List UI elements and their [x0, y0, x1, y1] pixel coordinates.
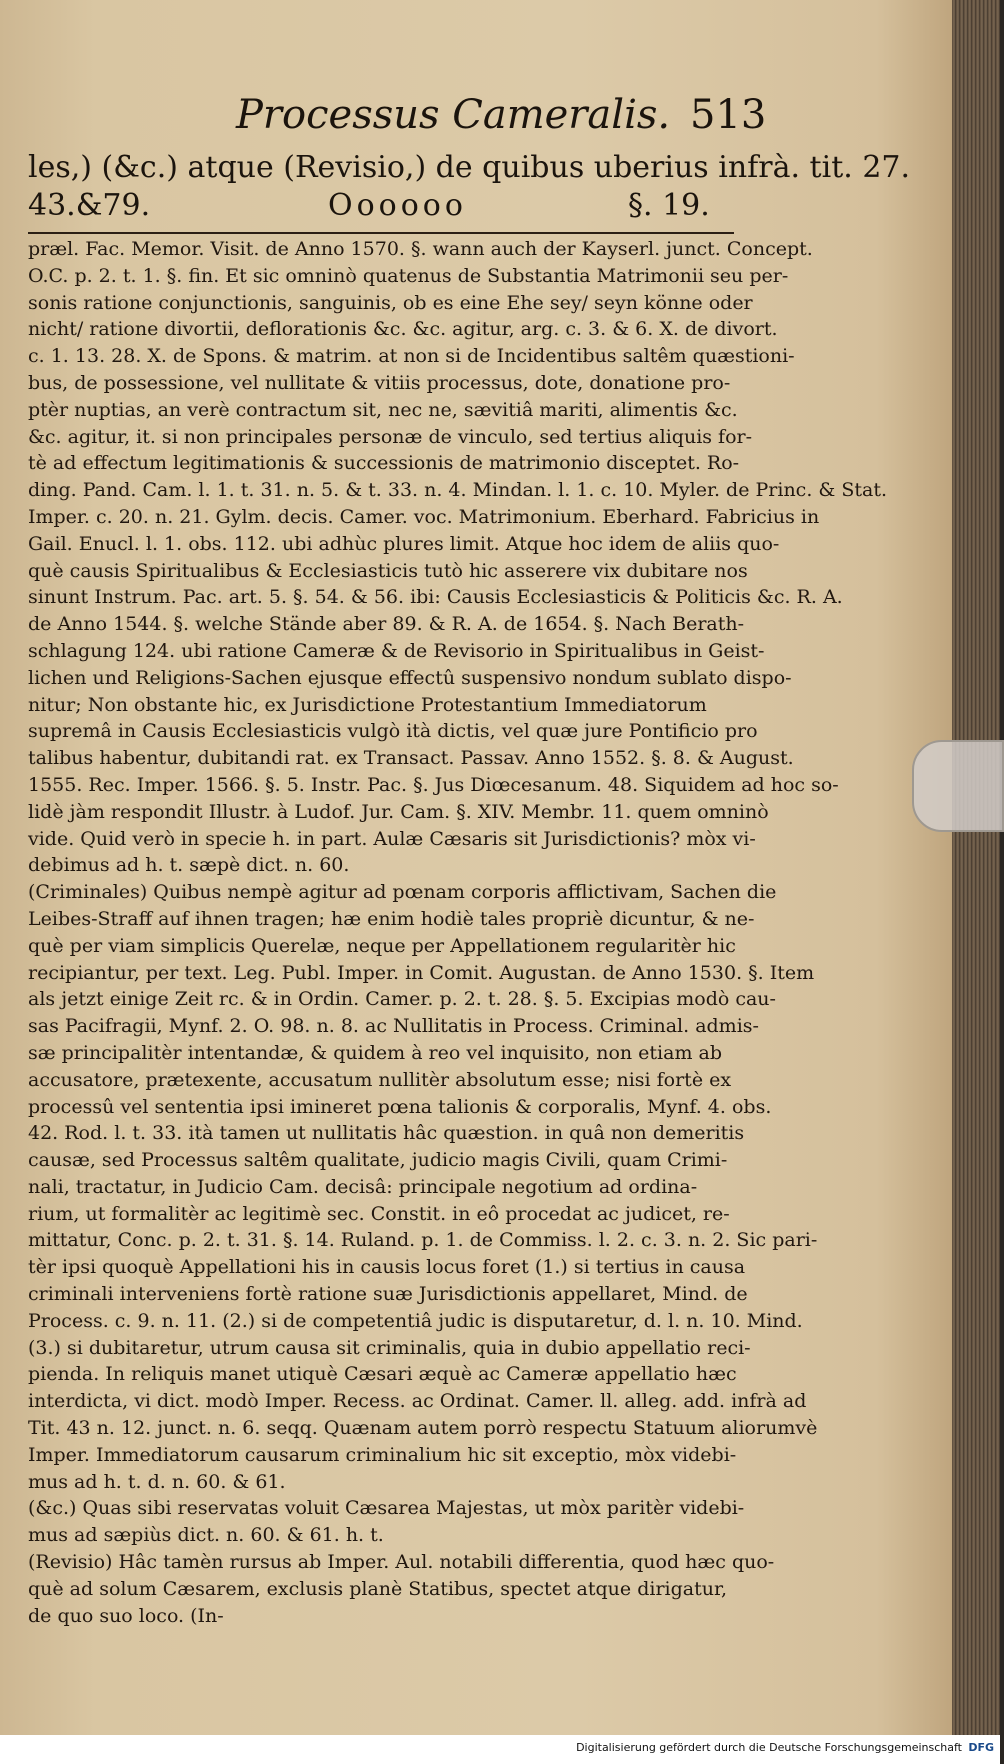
- signature-mark: Oooooo: [328, 188, 467, 223]
- header-rule: [28, 232, 734, 234]
- text-line: lidè jàm respondit Illustr. à Ludof. Jur. Cam. §. XIV. Membr. 11. quem omninò: [28, 800, 769, 823]
- text-line: de Anno 1544. §. welche Stände aber 89. & R. A. de 1654. §. Nach Berath-: [28, 613, 745, 636]
- dfg-logo: DFG: [968, 1741, 994, 1754]
- text-line: c. 1. 13. 28. X. de Spons. & matrim. at non si de Incidentibus saltêm quæstioni-: [28, 345, 795, 368]
- text-line: tèr ipsi quoquè Appellationi his in causis locus foret (1.) si tertius in causa: [28, 1256, 746, 1279]
- text-line: nali, tractatur, in Judicio Cam. decisâ: principale negotium ad ordina-: [28, 1175, 698, 1198]
- text-line: (3.) si dubitaretur, utrum causa sit criminalis, quia in dubio appellatio reci-: [28, 1336, 751, 1359]
- text-line: talibus habentur, dubitandi rat. ex Transact. Passav. Anno 1552. §. 8. & August.: [28, 747, 794, 770]
- text-line: (&c.) Quas sibi reservatas voluit Cæsarea Majestas, ut mòx paritèr videbi-: [28, 1497, 745, 1520]
- text-line: de quo suo loco. (In-: [28, 1604, 224, 1627]
- text-line: debimus ad h. t. sæpè dict. n. 60.: [28, 854, 350, 877]
- text-line: tè ad effectum legitimationis & successionis de matrimonio disceptet. Ro-: [28, 452, 740, 475]
- text-line: mus ad sæpiùs dict. n. 60. & 61. h. t.: [28, 1524, 384, 1547]
- text-line: què per viam simplicis Querelæ, neque per Appellationem regularitèr hic: [28, 934, 736, 957]
- text-line: mus ad h. t. d. n. 60. & 61.: [28, 1470, 286, 1493]
- text-line: (Revisio) Hâc tamèn rursus ab Imper. Aul. notabili differentia, quod hæc quo-: [28, 1551, 775, 1574]
- text-line: 1555. Rec. Imper. 1566. §. 5. Instr. Pac. §. Jus Diœcesanum. 48. Siquidem ad hoc so-: [28, 773, 839, 796]
- text-line: causæ, sed Processus saltêm qualitate, judicio magis Civili, quam Crimi-: [28, 1149, 728, 1172]
- text-line: recipiantur, per text. Leg. Publ. Imper. in Comit. Augustan. de Anno 1530. §. Item: [28, 961, 815, 984]
- text-line: Imper. Immediatorum causarum criminalium hic sit exceptio, mòx videbi-: [28, 1443, 737, 1466]
- text-line: sæ principalitèr intentandæ, & quidem à reo vel inquisito, non etiam ab: [28, 1041, 723, 1064]
- text-line: Leibes-Straff auf ihnen tragen; hæ enim hodiè tales propriè dicuntur, & ne-: [28, 907, 755, 930]
- footer-bar: [0, 1735, 1000, 1764]
- text-line: mittatur, Conc. p. 2. t. 31. §. 14. Ruland. p. 1. de Commiss. l. 2. c. 3. n. 2. Sic pari-: [28, 1229, 818, 1252]
- text-line: accusatore, prætexente, accusatum nullitèr absolutum esse; nisi fortè ex: [28, 1068, 732, 1091]
- text-line: rium, ut formalitèr ac legitimè sec. Constit. in eô procedat ac judicet, re-: [28, 1202, 730, 1225]
- text-line: què ad solum Cæsarem, exclusis planè Statibus, spectet atque dirigatur,: [28, 1577, 728, 1600]
- running-title: Processus Cameralis.: [236, 92, 671, 138]
- text-line: Gail. Enucl. l. 1. obs. 112. ubi adhùc plures limit. Atque hoc idem de aliis quo-: [28, 532, 780, 555]
- text-line: interdicta, vi dict. modò Imper. Recess. ac Ordinat. Camer. ll. alleg. add. infrà ad: [28, 1390, 807, 1413]
- text-line: vide. Quid verò in specie h. in part. Aulæ Cæsaris sit Jurisdictionis? mòx vi-: [28, 827, 756, 850]
- text-line: bus, de possessione, vel nullitate & vitiis processus, dote, donatione pro-: [28, 371, 731, 394]
- body-text: [28, 236, 888, 1627]
- text-line: &c. agitur, it. si non principales personæ de vinculo, sed tertius aliquis for-: [28, 425, 753, 448]
- section-mark: §. 19.: [628, 188, 710, 223]
- text-line: pienda. In reliquis manet utiquè Cæsari æquè ac Cameræ appellatio hæc: [28, 1363, 737, 1386]
- text-line: Process. c. 9. n. 11. (2.) si de competentiâ judic is disputaretur, d. l. n. 10. Mind.: [28, 1309, 803, 1332]
- footer-credit: Digitalisierung gefördert durch die Deutsche Forschungsgemeinschaft: [576, 1741, 962, 1754]
- text-line: Imper. c. 20. n. 21. Gylm. decis. Camer. voc. Matrimonium. Eberhard. Fabricius in: [28, 505, 820, 528]
- text-line: sinunt Instrum. Pac. art. 5. §. 54. & 56. ibi: Causis Ecclesiasticis & Politicis &c. R. A.: [28, 586, 843, 609]
- text-line: præl. Fac. Memor. Visit. de Anno 1570. §. wann auch der Kayserl. junct. Concept.: [28, 238, 813, 260]
- page-edges: [952, 0, 1000, 1735]
- text-line: Tit. 43 n. 12. junct. n. 6. seqq. Quænam autem porrò respectu Statuum aliorumvè: [28, 1417, 818, 1440]
- top-line-2-left: 43.&79.: [28, 188, 151, 223]
- text-line: schlagung 124. ubi ratione Cameræ & de Revisorio in Spiritualibus in Geist-: [28, 639, 765, 662]
- text-line: nicht/ ratione divortii, deflorationis &c. &c. agitur, arg. c. 3. & 6. X. de divort.: [28, 318, 778, 341]
- top-line-1: les,) (&c.) atque (Revisio,) de quibus uberius infrà. tit. 27.: [28, 150, 911, 185]
- text-line: nitur; Non obstante hic, ex Jurisdictione Protestantium Immediatorum: [28, 693, 707, 716]
- text-line: sas Pacifragii, Mynf. 2. O. 98. n. 8. ac Nullitatis in Process. Criminal. admis-: [28, 1015, 759, 1038]
- text-line: lichen und Religions-Sachen ejusque effectû suspensivo nondum sublato dispo-: [28, 666, 792, 689]
- top-line-2: [28, 188, 748, 223]
- text-line: què causis Spiritualibus & Ecclesiasticis tutò hic asserere vix dubitare nos: [28, 559, 748, 582]
- text-line: processû vel sententia ipsi imineret pœna talionis & corporalis, Mynf. 4. obs.: [28, 1095, 772, 1118]
- scanner-clip: [912, 740, 1004, 832]
- text-line: sonis ratione conjunctionis, sanguinis, ob es eine Ehe sey/ seyn könne oder: [28, 291, 753, 314]
- text-line: 42. Rod. l. t. 33. ità tamen ut nullitatis hâc quæstion. in quâ non demeritis: [28, 1122, 745, 1145]
- text-line: ding. Pand. Cam. l. 1. t. 31. n. 5. & t. 33. n. 4. Mindan. l. 1. c. 10. Myler. de Princ. & Stat.: [28, 479, 888, 502]
- text-line: supremâ in Causis Ecclesiasticis vulgò ità dictis, vel quæ jure Pontificio pro: [28, 720, 758, 743]
- text-line: ptèr nuptias, an verè contractum sit, nec ne, sævitiâ mariti, alimentis &c.: [28, 398, 738, 421]
- text-line: criminali interveniens fortè ratione suæ Jurisdictionis appellaret, Mind. de: [28, 1283, 748, 1306]
- page-number: 513: [690, 92, 767, 138]
- text-line: als jetzt einige Zeit rc. & in Ordin. Camer. p. 2. t. 28. §. 5. Excipias modò cau-: [28, 988, 776, 1011]
- text-line: (Criminales) Quibus nempè agitur ad pœnam corporis afflictivam, Sachen die: [28, 881, 777, 904]
- text-line: O.C. p. 2. t. 1. §. fin. Et sic omninò quatenus de Substantia Matrimonii seu per-: [28, 264, 789, 287]
